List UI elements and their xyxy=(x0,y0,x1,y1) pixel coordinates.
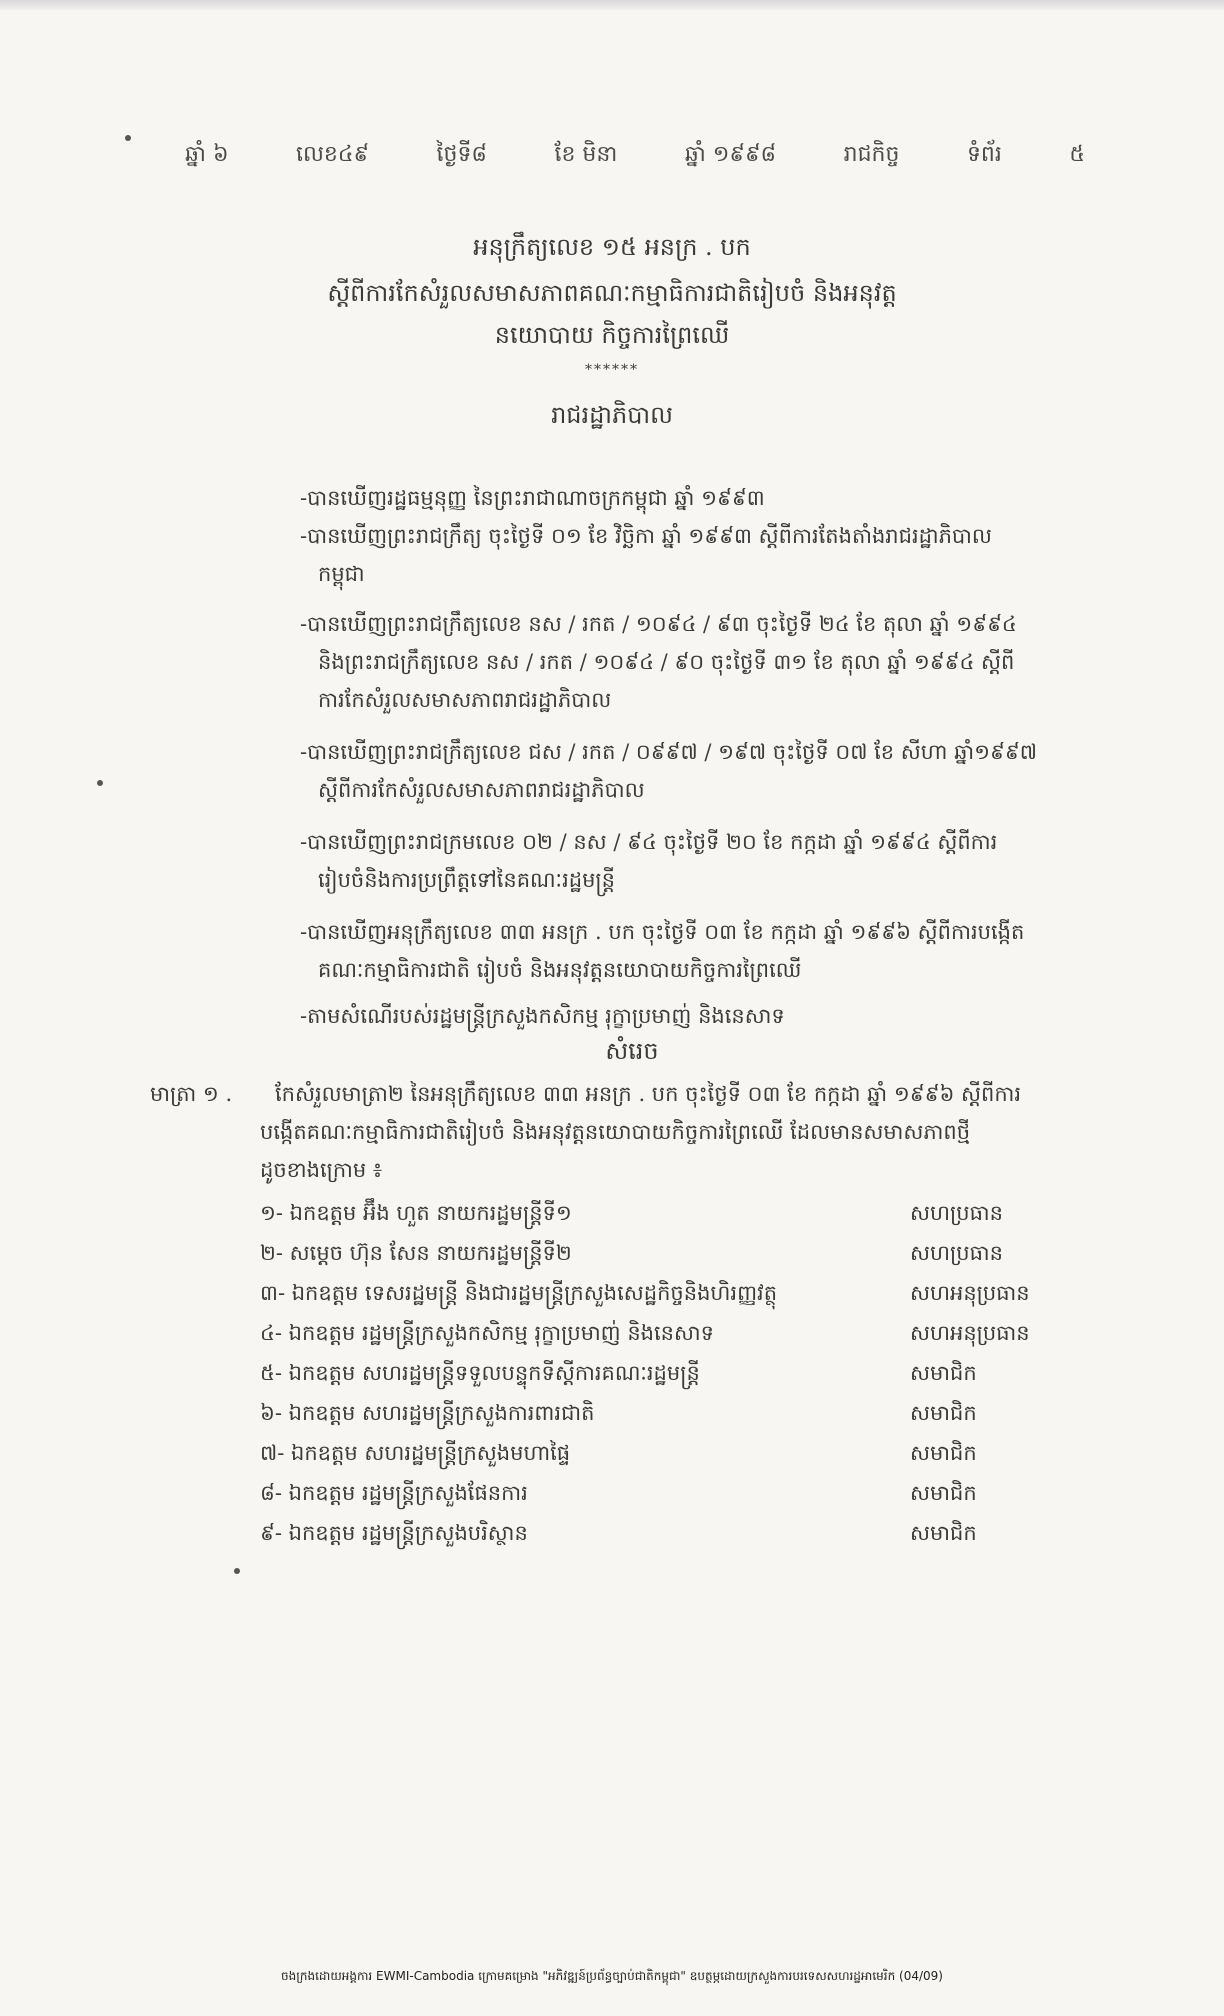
member-name: ៥- ឯកឧត្តម សហរដ្ឋមន្ត្រីទទួលបន្ទុកទីស្តីការគណៈរដ្ឋមន្ត្រី xyxy=(260,1361,700,1385)
member-name: ២- សម្តេច ហ៊ុន សែន នាយករដ្ឋមន្ត្រីទី២ xyxy=(260,1241,572,1265)
member-role: សមាជិក xyxy=(910,1521,977,1545)
member-name: ៤- ឯកឧត្តម រដ្ឋមន្ត្រីក្រសួងកសិកម្ម រុក្ខាប្រមាញ់ និងនេសាទ xyxy=(260,1321,715,1345)
article-line: ដូចខាងក្រោម ៖ xyxy=(260,1158,383,1182)
footer-credit: ចងក្រងដោយអង្គការ EWMI-Cambodia ក្រោមគម្រោង "អភិវឌ្ឍន៍ប្រព័ន្ធច្បាប់ជាតិកម្ពុជា" ឧបត្ថម្ភដោយក្រសួងការបរទេសសហរដ្ឋអាមេរិក (04/09) xyxy=(281,1969,943,1983)
member-role: សហអនុប្រធាន xyxy=(910,1281,1030,1305)
header-date-year: ឆ្នាំ ១៩៩៨ xyxy=(684,142,777,167)
header-month: ខែ មិនា xyxy=(554,142,618,167)
preamble-line: -បានឃើញព្រះរាជក្រឹត្យ ចុះថ្ងៃទី ០១ ខែ វិច្ឆិកា ឆ្នាំ ១៩៩៣ ស្តីពីការតែងតាំងរាជរដ្ឋាភិបាល xyxy=(300,524,992,548)
header-page-number: ៥ xyxy=(1069,142,1085,167)
preamble-line: -បានឃើញព្រះរាជក្រឹត្យលេខ ជស / រកត / ០៩៩៧ / ១៩៧ ចុះថ្ងៃទី ០៧ ខែ សីហា ឆ្នាំ១៩៩៧ xyxy=(300,740,1037,764)
header-day: ថ្ងៃទី៨ xyxy=(436,142,488,167)
decision-heading: សំរេច xyxy=(605,1037,659,1065)
header-issue: លេខ៤៩ xyxy=(296,142,370,167)
member-role: សមាជិក xyxy=(910,1401,977,1425)
preamble-line: ការកែសំរួលសមាសភាពរាជរដ្ឋាភិបាល xyxy=(318,688,612,712)
preamble-line: កម្ពុជា xyxy=(318,562,365,586)
title-line-2: ស្តីពីការកែសំរួលសមាសភាពគណៈកម្មាធិការជាតិរៀបចំ និងអនុវត្ត xyxy=(327,279,897,307)
preamble-line: ស្តីពីការកែសំរួលសមាសភាពរាជរដ្ឋាភិបាល xyxy=(318,778,645,802)
member-name: ៨- ឯកឧត្តម រដ្ឋមន្ត្រីក្រសួងផែនការ xyxy=(260,1481,528,1505)
member-role: សមាជិក xyxy=(910,1481,977,1505)
preamble-line: -តាមសំណើរបស់រដ្ឋមន្ត្រីក្រសួងកសិកម្ម រុក្ខាប្រមាញ់ និងនេសាទ xyxy=(300,1004,785,1028)
member-role: សហប្រធាន xyxy=(910,1241,1003,1265)
title-stars: ****** xyxy=(585,362,639,378)
title-line-3: នយោបាយ កិច្ចការព្រៃឈើ xyxy=(494,321,730,349)
member-role: សហអនុប្រធាន xyxy=(910,1321,1030,1345)
preamble-line: -បានឃើញអនុក្រឹត្យលេខ ៣៣ អនក្រ . បក ចុះថ្ងៃទី ០៣ ខែ កក្កដា ឆ្នាំ ១៩៩៦ ស្តីពីការបង្កើត xyxy=(300,920,1025,944)
article-label: មាត្រា ១ . xyxy=(150,1082,233,1106)
preamble-line: និងព្រះរាជក្រឹត្យលេខ នស / រកត / ១០៩៤ / ៩០ ចុះថ្ងៃទី ៣១ ខែ តុលា ឆ្នាំ ១៩៩៤ ស្តីពី xyxy=(318,650,1015,674)
header-year: ឆ្នាំ ៦ xyxy=(185,142,229,167)
header-gazette: រាជកិច្ច xyxy=(843,142,900,167)
article-line: បង្កើតគណៈកម្មាធិការជាតិរៀបចំ និងអនុវត្តនយោបាយកិច្ចការព្រៃឈើ ដែលមានសមាសភាពថ្មី xyxy=(260,1120,971,1144)
article-line: កែសំរួលមាត្រា២ នៃអនុក្រឹត្យលេខ ៣៣ អនក្រ . បក ចុះថ្ងៃទី ០៣ ខែ កក្កដា ឆ្នាំ ១៩៩៦ ស្តីពីការ xyxy=(275,1082,1022,1106)
scan-speck xyxy=(97,780,103,786)
scan-speck xyxy=(125,135,131,141)
member-name: ៦- ឯកឧត្តម សហរដ្ឋមន្ត្រីក្រសួងការពារជាតិ xyxy=(260,1401,595,1425)
gazette-header xyxy=(185,140,1085,172)
scan-top-edge xyxy=(0,0,1224,10)
scan-speck xyxy=(234,1568,240,1574)
member-name: ១- ឯកឧត្តម អ៊ឹង ហួត នាយករដ្ឋមន្ត្រីទី១ xyxy=(260,1201,572,1225)
member-name: ៣- ឯកឧត្តម ទេសរដ្ឋមន្ត្រី និងជារដ្ឋមន្ត្រីក្រសួងសេដ្ឋកិច្ចនិងហិរញ្ញវត្ថុ xyxy=(260,1281,778,1305)
preamble-line: -បានឃើញព្រះរាជក្រឹត្យលេខ នស / រកត / ១០៩៤ / ៩៣ ចុះថ្ងៃទី ២៤ ខែ តុលា ឆ្នាំ ១៩៩៤ xyxy=(300,612,1017,636)
preamble-line: -បានឃើញព្រះរាជក្រមលេខ ០២ / នស / ៩៤ ចុះថ្ងៃទី ២០ ខែ កក្កដា ឆ្នាំ ១៩៩៤ ស្តីពីការ xyxy=(300,830,998,854)
member-role: សមាជិក xyxy=(910,1361,977,1385)
member-name: ៧- ឯកឧត្តម សហរដ្ឋមន្ត្រីក្រសួងមហាផ្ទៃ xyxy=(260,1441,571,1465)
title-line-1: អនុក្រឹត្យលេខ ១៥ អនក្រ . បក xyxy=(473,233,751,261)
member-name: ៩- ឯកឧត្តម រដ្ឋមន្ត្រីក្រសួងបរិស្ថាន xyxy=(260,1521,528,1545)
member-role: សហប្រធាន xyxy=(910,1201,1003,1225)
member-role: សមាជិក xyxy=(910,1441,977,1465)
preamble-line: រៀបចំនិងការប្រព្រឹត្តទៅនៃគណៈរដ្ឋមន្ត្រី xyxy=(318,868,616,892)
preamble-line: គណៈកម្មាធិការជាតិ រៀបចំ និងអនុវត្តនយោបាយកិច្ចការព្រៃឈើ xyxy=(318,958,802,982)
header-page-label: ទំព័រ xyxy=(966,142,1002,167)
government-heading: រាជរដ្ឋាភិបាល xyxy=(551,401,673,429)
preamble-line: -បានឃើញរដ្ឋធម្មនុញ្ញ នៃព្រះរាជាណាចក្រកម្ពុជា ឆ្នាំ ១៩៩៣ xyxy=(300,486,765,510)
